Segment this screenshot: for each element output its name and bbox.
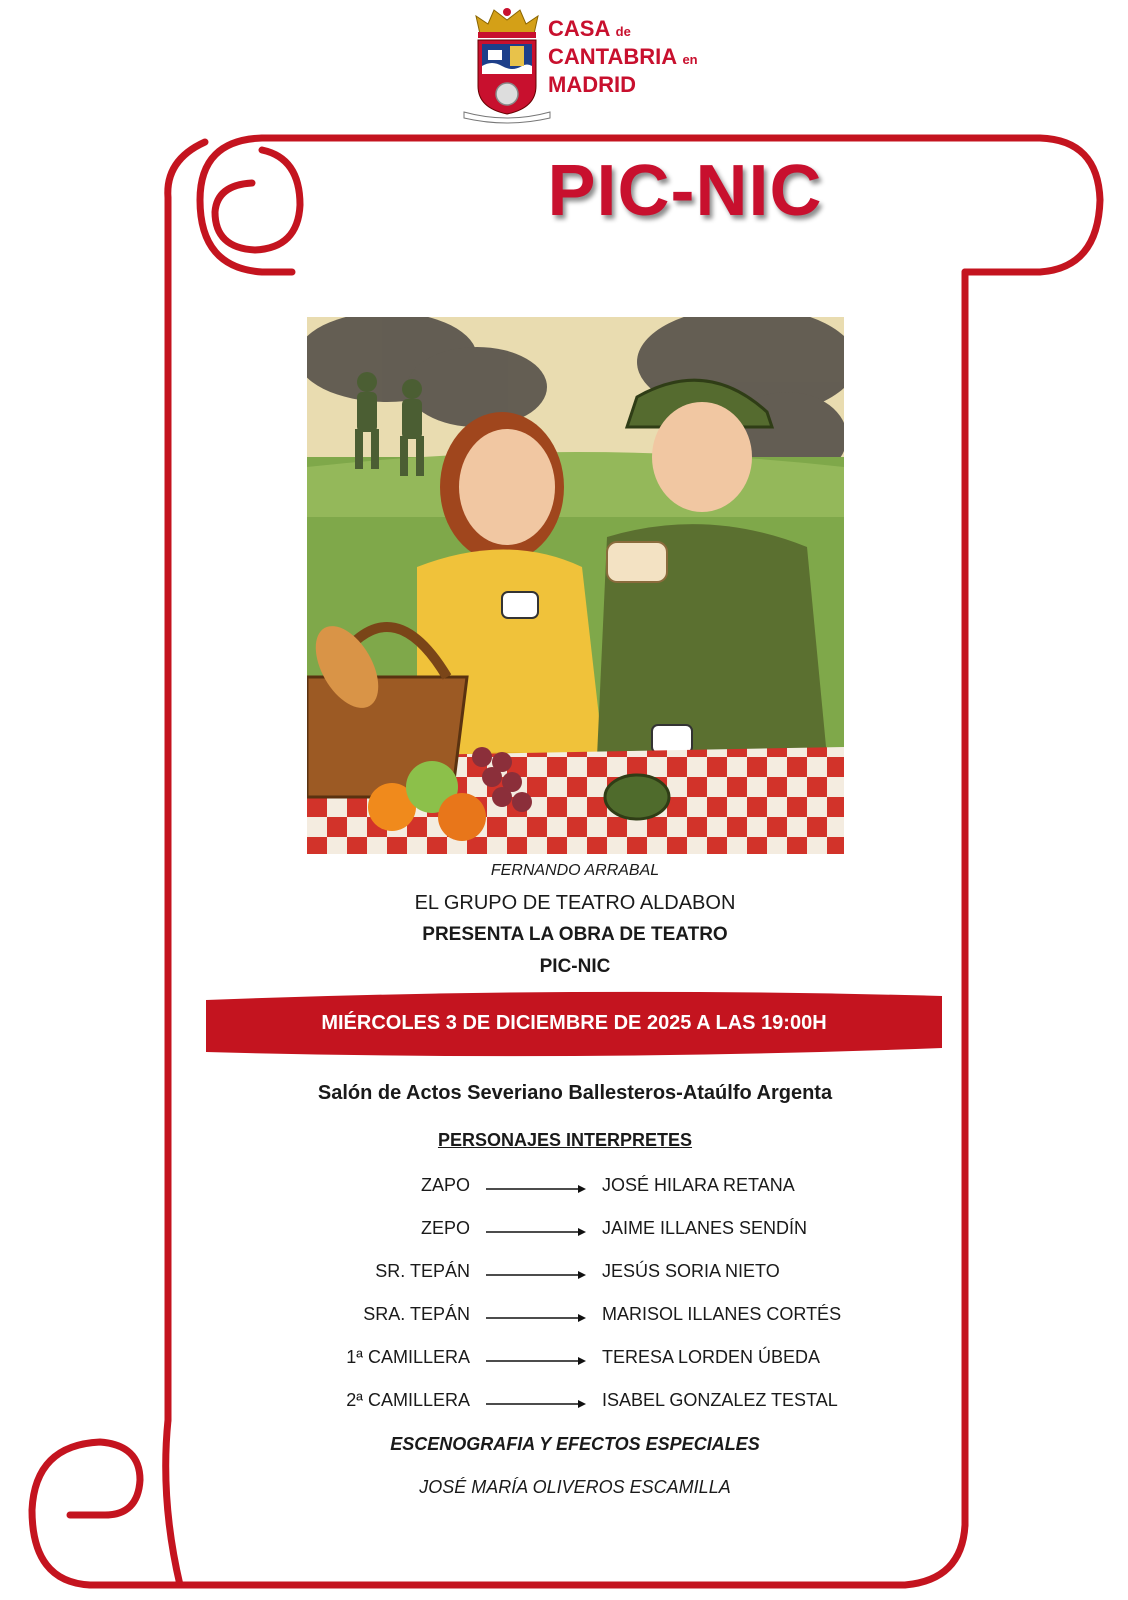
cast-row bbox=[300, 1390, 900, 1416]
cast-row bbox=[300, 1218, 900, 1244]
date-banner: MIÉRCOLES 3 DE DICIEMBRE DE 2025 A LAS 19:00H bbox=[321, 1012, 827, 1034]
cast-actor: TERESA LORDEN ÚBEDA bbox=[602, 1347, 821, 1367]
author-name: FERNANDO ARRABAL bbox=[490, 862, 660, 879]
sfx-heading: ESCENOGRAFIA Y EFECTOS ESPECIALES bbox=[390, 1434, 760, 1454]
organization-name: CASA de CANTABRIA en MADRID bbox=[548, 16, 698, 97]
cast-role: 1ª CAMILLERA bbox=[346, 1347, 470, 1367]
cast-row bbox=[300, 1347, 900, 1373]
arrow-right-icon bbox=[486, 1185, 586, 1193]
picnic-illustration bbox=[307, 317, 844, 854]
cast-actor: MARISOL ILLANES CORTÉS bbox=[602, 1304, 842, 1324]
page-title: PIC-NIC bbox=[547, 151, 823, 231]
cantabria-crest-icon bbox=[462, 4, 552, 124]
cast-actor: JOSÉ HILARA RETANA bbox=[602, 1175, 795, 1195]
cast-row bbox=[300, 1175, 900, 1201]
sfx-name: JOSÉ MARÍA OLIVEROS ESCAMILLA bbox=[419, 1477, 731, 1497]
presents-line: PRESENTA LA OBRA DE TEATRO bbox=[422, 924, 728, 945]
cast-actor: JAIME ILLANES SENDÍN bbox=[602, 1218, 808, 1238]
cast-heading: PERSONAJES INTERPRETES bbox=[437, 1130, 693, 1150]
cast-role: SRA. TEPÁN bbox=[363, 1304, 470, 1324]
arrow-right-icon bbox=[486, 1314, 586, 1322]
cast-role: 2ª CAMILLERA bbox=[346, 1390, 470, 1410]
play-name: PIC-NIC bbox=[539, 956, 611, 977]
cast-row bbox=[300, 1304, 900, 1330]
venue: Salón de Actos Severiano Ballesteros-Ataúlfo Argenta bbox=[317, 1082, 833, 1104]
group-line: EL GRUPO DE TEATRO ALDABON bbox=[414, 892, 736, 914]
cast-actor: JESÚS SORIA NIETO bbox=[602, 1261, 780, 1281]
cast-actor: ISABEL GONZALEZ TESTAL bbox=[602, 1390, 838, 1410]
cast-row bbox=[300, 1261, 900, 1287]
arrow-right-icon bbox=[486, 1400, 586, 1408]
cast-role: ZAPO bbox=[420, 1175, 470, 1195]
cast-role: ZEPO bbox=[420, 1218, 470, 1238]
arrow-right-icon bbox=[486, 1228, 586, 1236]
arrow-right-icon bbox=[486, 1357, 586, 1365]
cast-role: SR. TEPÁN bbox=[375, 1261, 470, 1281]
arrow-right-icon bbox=[486, 1271, 586, 1279]
